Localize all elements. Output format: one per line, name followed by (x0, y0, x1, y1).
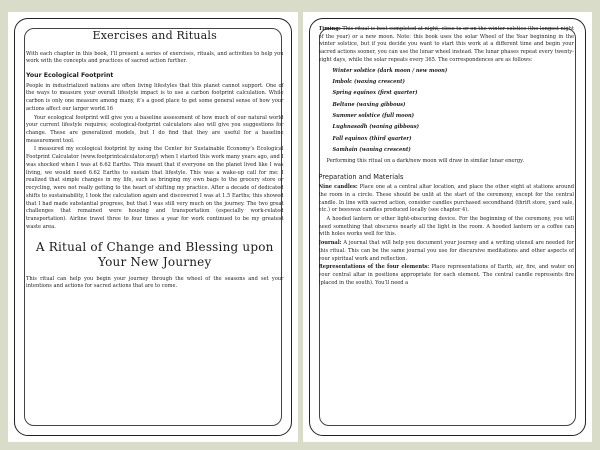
intro-paragraph: With each chapter in this book, I’ll present a series of exercises, rituals, and activities to help you work with the concepts and practices of sacred action further. (26, 50, 284, 65)
left-page (8, 12, 298, 442)
list-item: Beltane (waxing gibbous) (332, 101, 406, 108)
timing-paragraph: Timing: This ritual is best completed at night, close to or on the winter solstice (the longest night of the year) or a new moon. Note: this book uses the solar Wheel of the Year beginning in the winter solstice, but if you decide you want to start this work at a different time and begin your sacred actions sooner, you can use the lunar wheel instead. The lunar phases repeat every twenty-eight days, while the solar repeats every 365. The correspondences are as follows: (318, 26, 574, 63)
subheading: Preparation and Materials (318, 173, 404, 182)
list-item: Winter solstice (dark moon / new moon) (332, 67, 448, 74)
right-page-content (319, 26, 575, 432)
body-paragraph: Journal: A journal that will help you document your journey and a writing utensil are needed for this ritual. This can be the same journal you use for discursive meditations and other aspects of your spiritual work and reflection. (318, 240, 574, 262)
list-item: Samhain (waning crescent) (332, 146, 411, 153)
book-spread (8, 12, 592, 442)
body-paragraph: Your ecological footprint will give you a baseline assessment of how much of our natural world your current lifestyle requires; ecological-footprint calculators also will give you suggestions for change. These are generalized models, but I do find that they are useful for a baseline measurement tool. (26, 114, 284, 144)
body-paragraph: This ritual can help you begin your journey through the wheel of the seasons and set your intentions and actions for sacred actions that are to come. (26, 275, 284, 290)
body-paragraph: Nine candles: Place one at a central altar location, and place the other eight at stations around the room in a circle. These should be unlit at the start of the ceremony, except for the central candle. In line with sacred action, consider candles purchased secondhand (thrift store, yard sale, etc.) or beeswax candles produced locally (see chapter 4). (318, 184, 574, 214)
section-title: Exercises and Rituals (92, 29, 217, 42)
ritual-title: A Ritual of Change and Blessing upon Your New Journey (35, 239, 274, 269)
body-paragraph: People in industrialized nations are often living lifestyles that this planet cannot support. One of the ways to measure your overall lifestyle impact is to use a carbon footprint calculation. While carbon is only one measure among many, it’s a good place to get some general sense of how your actions affect our larger world.16 (26, 82, 284, 112)
list-item: Summer solstice (full moon) (332, 112, 415, 119)
right-page (303, 12, 593, 442)
subheading: Your Ecological Footprint (26, 72, 114, 80)
body-paragraph: A hooded lantern or other light-obscuring device. For the beginning of the ceremony, you will need something that obscures nearly all the light in the room. A hooded lantern or a coffee can with holes works well for this. (318, 215, 574, 238)
correspondence-list (333, 68, 575, 155)
list-item: Lughnasadh (waning gibbous) (332, 124, 420, 131)
body-paragraph: Representations of the four elements: Place representations of Earth, air, fire, and water on your central altar in positions appropriate for each element. The central candle represents fire (placed in the south). You’ll need a (318, 264, 574, 286)
list-item: Imbolc (waxing crescent) (332, 79, 405, 85)
list-item: Spring equinox (first quarter) (332, 90, 418, 97)
body-paragraph: I measured my ecological footprint by using the Center for Sustainable Economy’s Ecological Footprint Calculator (www.footprintcalculator.org/) when I started this work many years ago, and I was shocked when I was at 6.62 Earths. This meant that if everyone on the planet lived like I was living, we would need 6.62 Earths to sustain that lifestyle. This was a wake-up call for me: I realized that simple changes in my life, such as bringing my own bags to the grocery store or recycling, were not really getting to the heart of shifting my practice. After a decade of dedicated shifts to sustainability, I took the calculation again and discovered I was at 1.5 Earths; this showed that I had made substantial progress, but that I was still very much on the journey. The two great challenges that remained were housing and transportation (especially work-related transportation). Airline travel three to four times a year for work continued to be my greatest waste area. (26, 146, 284, 230)
body-paragraph: Performing this ritual on a dark/new moon will draw in similar lunar energy. (326, 158, 524, 165)
list-item: Fall equinox (third quarter) (332, 135, 412, 142)
left-page-content (26, 24, 284, 432)
